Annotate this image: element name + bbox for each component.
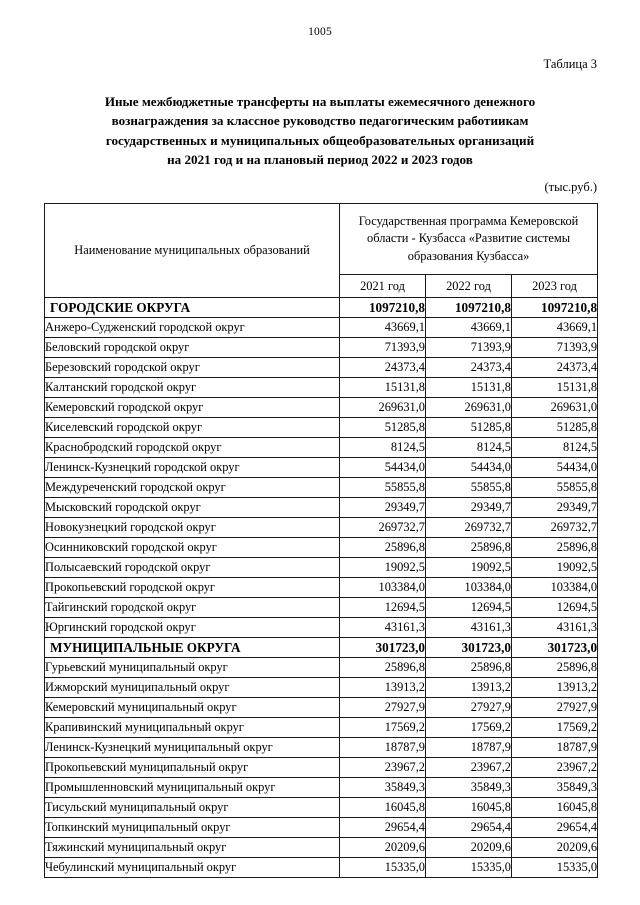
column-header-year-2023: 2023 год [512,275,598,298]
cell-amount-2023: 35849,3 [512,778,598,798]
table-row [45,458,598,478]
cell-amount-2021: 269732,7 [340,518,426,538]
cell-amount-2022: 43669,1 [426,318,512,338]
table-row [45,478,598,498]
cell-amount-2022: 269732,7 [426,518,512,538]
cell-amount-2023: 51285,8 [512,418,598,438]
table-row [45,818,598,838]
cell-municipality-name: Беловский городской округ [45,338,340,358]
table-row [45,798,598,818]
program-header-line: образования Кузбасса» [407,248,530,263]
cell-amount-2023: 1097210,8 [512,298,598,318]
cell-municipality-name: Полысаевский городской округ [45,558,340,578]
cell-amount-2023: 25896,8 [512,658,598,678]
cell-amount-2022: 24373,4 [426,358,512,378]
cell-amount-2021: 103384,0 [340,578,426,598]
cell-amount-2022: 15131,8 [426,378,512,398]
cell-amount-2022: 27927,9 [426,698,512,718]
cell-amount-2023: 29654,4 [512,818,598,838]
cell-amount-2021: 12694,5 [340,598,426,618]
cell-amount-2021: 25896,8 [340,658,426,678]
column-header-year-2021: 2021 год [340,275,426,298]
table-header-row-primary [45,204,598,275]
cell-amount-2023: 17569,2 [512,718,598,738]
cell-amount-2022: 1097210,8 [426,298,512,318]
cell-amount-2022: 25896,8 [426,658,512,678]
cell-municipality-name: Анжеро-Судженский городской округ [45,318,340,338]
table-row [45,358,598,378]
cell-municipality-name: Березовский городской округ [45,358,340,378]
table-row [45,758,598,778]
table-row [45,578,598,598]
table-row [45,678,598,698]
cell-amount-2021: 55855,8 [340,478,426,498]
cell-amount-2021: 24373,4 [340,358,426,378]
cell-amount-2023: 23967,2 [512,758,598,778]
cell-amount-2022: 55855,8 [426,478,512,498]
table-row [45,378,598,398]
cell-municipality-name: Ижморский муниципальный округ [45,678,340,698]
cell-amount-2021: 8124,5 [340,438,426,458]
cell-amount-2021: 15335,0 [340,858,426,878]
cell-amount-2021: 51285,8 [340,418,426,438]
cell-amount-2021: 15131,8 [340,378,426,398]
cell-amount-2021: 27927,9 [340,698,426,718]
cell-amount-2023: 301723,0 [512,638,598,658]
page-number: 1005 [308,26,332,38]
cell-municipality-name: Мысковский городской округ [45,498,340,518]
cell-amount-2023: 43161,3 [512,618,598,638]
cell-municipality-name: ГОРОДСКИЕ ОКРУГА [45,298,340,318]
cell-amount-2022: 13913,2 [426,678,512,698]
cell-amount-2022: 43161,3 [426,618,512,638]
cell-amount-2022: 25896,8 [426,538,512,558]
cell-amount-2021: 301723,0 [340,638,426,658]
table-row [45,538,598,558]
cell-amount-2022: 12694,5 [426,598,512,618]
page-title-line: государственных и муниципальных общеобразовательных организаций [105,132,535,148]
cell-amount-2021: 71393,9 [340,338,426,358]
table-row [45,618,598,638]
cell-amount-2021: 43669,1 [340,318,426,338]
cell-amount-2021: 25896,8 [340,538,426,558]
cell-amount-2023: 29349,7 [512,498,598,518]
cell-amount-2023: 13913,2 [512,678,598,698]
table-row [45,658,598,678]
cell-amount-2021: 54434,0 [340,458,426,478]
cell-amount-2021: 29654,4 [340,818,426,838]
cell-amount-2021: 16045,8 [340,798,426,818]
cell-municipality-name: Тисульский муниципальный округ [45,798,340,818]
table-row [45,778,598,798]
cell-amount-2022: 103384,0 [426,578,512,598]
cell-municipality-name: МУНИЦИПАЛЬНЫЕ ОКРУГА [45,638,340,658]
cell-amount-2021: 13913,2 [340,678,426,698]
table-row [45,418,598,438]
cell-amount-2021: 43161,3 [340,618,426,638]
cell-amount-2023: 103384,0 [512,578,598,598]
table-row [45,718,598,738]
table-row [45,498,598,518]
cell-municipality-name: Крапивинский муниципальный округ [45,718,340,738]
cell-amount-2022: 29349,7 [426,498,512,518]
table-row [45,438,598,458]
cell-amount-2022: 29654,4 [426,818,512,838]
cell-amount-2022: 15335,0 [426,858,512,878]
cell-amount-2022: 16045,8 [426,798,512,818]
cell-amount-2022: 71393,9 [426,338,512,358]
table-row [45,698,598,718]
cell-amount-2022: 54434,0 [426,458,512,478]
table-row [45,398,598,418]
cell-municipality-name: Калтанский городской округ [45,378,340,398]
column-header-municipality-name: Наименование муниципальных образований [45,204,340,298]
cell-municipality-name: Тайгинский городской округ [45,598,340,618]
cell-amount-2022: 20209,6 [426,838,512,858]
cell-municipality-name: Юргинский городской округ [45,618,340,638]
cell-amount-2021: 17569,2 [340,718,426,738]
cell-municipality-name: Ленинск-Кузнецкий муниципальный округ [45,738,340,758]
cell-municipality-name: Прокопьевский муниципальный округ [45,758,340,778]
cell-amount-2021: 18787,9 [340,738,426,758]
table-row [45,518,598,538]
cell-amount-2023: 15335,0 [512,858,598,878]
cell-amount-2021: 269631,0 [340,398,426,418]
table-row [45,738,598,758]
table-row [45,338,598,358]
cell-municipality-name: Междуреченский городской округ [45,478,340,498]
cell-municipality-name: Ленинск-Кузнецкий городской округ [45,458,340,478]
cell-amount-2023: 12694,5 [512,598,598,618]
cell-amount-2023: 43669,1 [512,318,598,338]
cell-amount-2021: 29349,7 [340,498,426,518]
cell-municipality-name: Краснобродский городской округ [45,438,340,458]
cell-municipality-name: Тяжинский муниципальный округ [45,838,340,858]
cell-amount-2023: 24373,4 [512,358,598,378]
table-row [45,838,598,858]
cell-amount-2022: 269631,0 [426,398,512,418]
table-body [45,298,598,878]
program-header-line: области - Кузбасса «Развитие системы [367,231,571,246]
cell-amount-2021: 19092,5 [340,558,426,578]
cell-municipality-name: Чебулинский муниципальный округ [45,858,340,878]
cell-municipality-name: Гурьевский муниципальный округ [45,658,340,678]
cell-amount-2023: 55855,8 [512,478,598,498]
cell-municipality-name: Кемеровский городской округ [45,398,340,418]
cell-amount-2021: 35849,3 [340,778,426,798]
table-section-row [45,638,598,658]
cell-municipality-name: Осинниковский городской округ [45,538,340,558]
cell-amount-2022: 17569,2 [426,718,512,738]
table-row [45,598,598,618]
cell-amount-2023: 27927,9 [512,698,598,718]
cell-municipality-name: Кемеровский муниципальный округ [45,698,340,718]
page-title-line: на 2021 год и на плановый период 2022 и 2023 годов [167,152,473,168]
program-header-line: Государственная программа Кемеровской [358,213,579,228]
cell-amount-2021: 20209,6 [340,838,426,858]
table-row [45,858,598,878]
cell-amount-2022: 19092,5 [426,558,512,578]
column-header-year-2022: 2022 год [426,275,512,298]
budget-transfers-table-wrapper [44,203,597,878]
units-note: (тыс.руб.) [544,180,597,194]
cell-municipality-name: Киселевский городской округ [45,418,340,438]
cell-amount-2023: 71393,9 [512,338,598,358]
table-row [45,318,598,338]
cell-municipality-name: Прокопьевский городской округ [45,578,340,598]
cell-amount-2023: 269732,7 [512,518,598,538]
table-label: Таблица 3 [543,57,597,71]
cell-municipality-name: Новокузнецкий городской округ [45,518,340,538]
page-title-line: вознаграждения за классное руководство педагогическим работиикам [111,113,529,129]
page-title-line: Иные межбюджетные трансферты на выплаты ежемесячного денежного [104,94,536,109]
table-header [45,204,598,298]
cell-amount-2022: 23967,2 [426,758,512,778]
page-title [70,92,570,170]
cell-amount-2023: 54434,0 [512,458,598,478]
cell-amount-2022: 51285,8 [426,418,512,438]
cell-municipality-name: Промышленновский муниципальный округ [45,778,340,798]
cell-amount-2021: 1097210,8 [340,298,426,318]
cell-amount-2023: 15131,8 [512,378,598,398]
table-row [45,558,598,578]
cell-amount-2023: 20209,6 [512,838,598,858]
table-section-row [45,298,598,318]
cell-amount-2022: 35849,3 [426,778,512,798]
column-header-state-program [340,204,598,275]
cell-amount-2023: 18787,9 [512,738,598,758]
cell-amount-2022: 8124,5 [426,438,512,458]
cell-amount-2022: 18787,9 [426,738,512,758]
cell-amount-2023: 8124,5 [512,438,598,458]
cell-amount-2022: 301723,0 [426,638,512,658]
cell-municipality-name: Топкинский муниципальный округ [45,818,340,838]
cell-amount-2023: 269631,0 [512,398,598,418]
cell-amount-2023: 19092,5 [512,558,598,578]
cell-amount-2021: 23967,2 [340,758,426,778]
cell-amount-2023: 16045,8 [512,798,598,818]
cell-amount-2023: 25896,8 [512,538,598,558]
budget-transfers-table [44,203,598,878]
